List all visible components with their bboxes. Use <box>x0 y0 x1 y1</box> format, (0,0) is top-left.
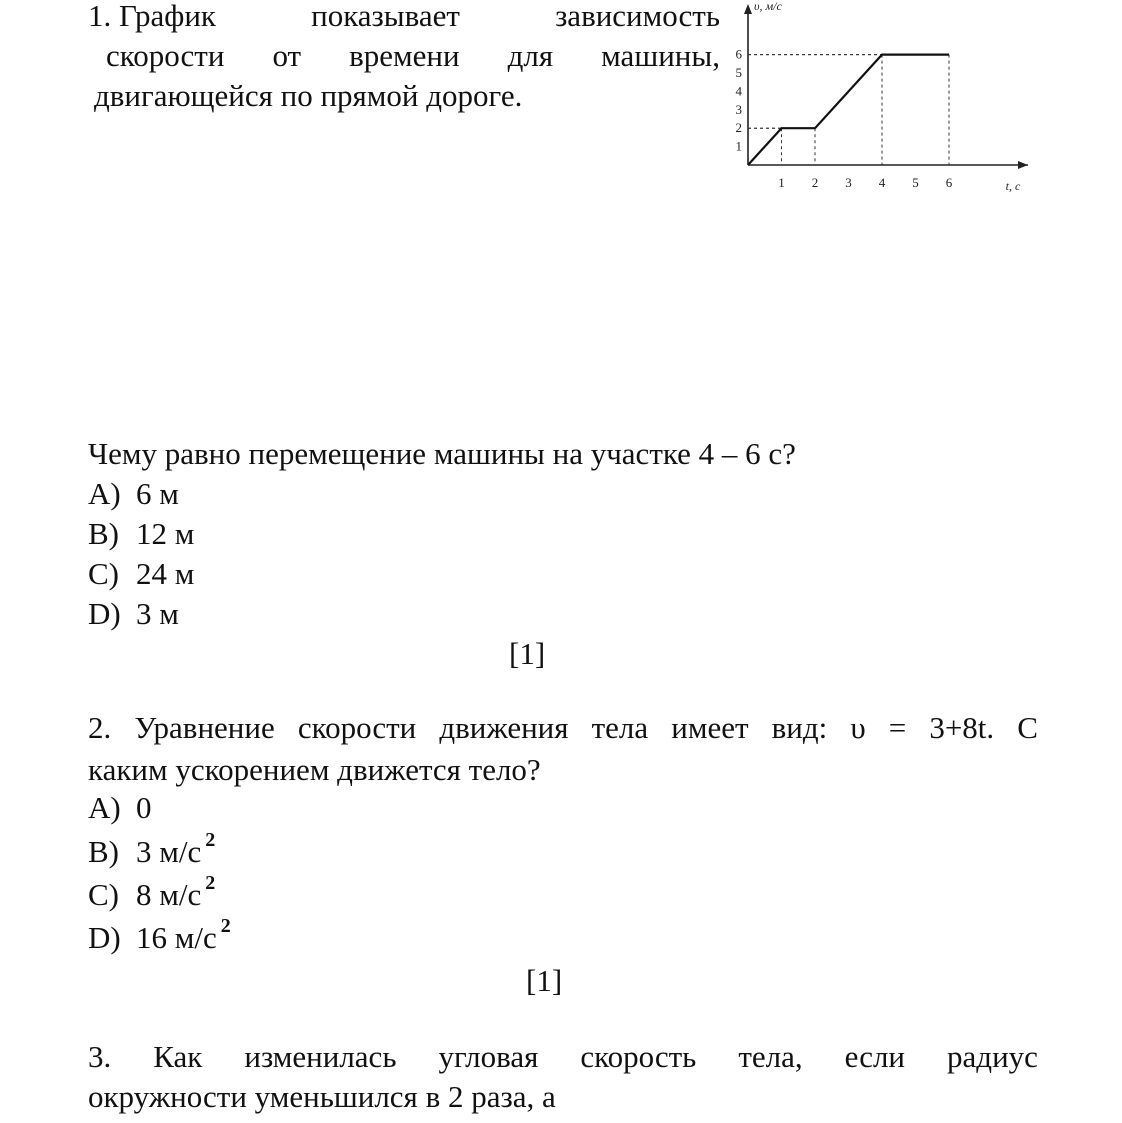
q1-line3: двигающейся по прямой дороге. <box>94 78 523 113</box>
y-tick-label: 1 <box>735 138 742 154</box>
word: = <box>888 710 907 745</box>
word: машины, <box>601 38 720 73</box>
q3-line2: окружности уменьшился в 2 раза, а <box>88 1079 556 1114</box>
word: изменилась <box>244 1039 397 1074</box>
y-tick-label: 2 <box>735 120 742 136</box>
word: Уравнение <box>134 710 275 745</box>
word: скорость <box>580 1039 697 1074</box>
word: скорости <box>106 38 225 73</box>
word: 1. График <box>88 0 216 33</box>
word: зависимость <box>555 0 720 33</box>
q1-question: Чему равно перемещение машины на участке 4 – 6 с? <box>88 436 796 471</box>
x-tick-label: 5 <box>912 175 919 190</box>
y-tick-label: 6 <box>735 46 742 62</box>
word: υ <box>850 710 866 745</box>
word: если <box>844 1039 906 1074</box>
q2-option-b: B) 3 м/с $^2$ <box>88 829 216 869</box>
word: 3. <box>88 1039 112 1074</box>
y-axis-arrow <box>744 4 752 14</box>
q1-option-d: D) 3 м <box>88 596 179 631</box>
q3-line1 <box>88 1037 1038 1077</box>
word: С <box>1017 710 1038 745</box>
q1-option-c: C) 24 м <box>88 556 195 591</box>
q2-option-c: C) 8 м/с $^2$ <box>88 872 216 912</box>
word: 3+8t. <box>929 710 995 745</box>
word: Как <box>153 1039 203 1074</box>
q2-line1 <box>88 708 1038 748</box>
y-tick-label: 4 <box>735 83 742 99</box>
x-tick-label: 3 <box>845 175 852 190</box>
q2-line2: каким ускорением движется тело? <box>88 752 541 787</box>
x-axis-label: t, c <box>1005 179 1021 193</box>
x-tick-label: 6 <box>945 175 953 190</box>
velocity-time-chart <box>728 0 1038 200</box>
word: 2. <box>88 710 112 745</box>
q2-option-d: D) 16 м/с $^2$ <box>88 915 231 955</box>
x-tick-label: 4 <box>878 175 886 190</box>
word: скорости <box>297 710 417 745</box>
word: радиус <box>947 1039 1038 1074</box>
word: от <box>272 38 302 73</box>
q2-option-a: A) 0 <box>88 790 152 825</box>
word: времени <box>349 38 460 73</box>
q1-option-a: A) 6 м <box>88 476 179 511</box>
q1-line1 <box>88 0 720 36</box>
word: вид: <box>771 710 828 745</box>
q1-score: [1] <box>509 636 546 671</box>
y-tick-label: 5 <box>735 65 742 80</box>
velocity-series-line <box>748 55 949 165</box>
x-axis-arrow <box>1018 161 1028 169</box>
q2-score: [1] <box>526 963 563 998</box>
word: тела, <box>738 1039 803 1074</box>
q1-option-b: B) 12 м <box>88 516 195 551</box>
x-tick-label: 2 <box>811 175 819 190</box>
y-axis-label: υ, м/с <box>754 0 782 13</box>
word: тела <box>591 710 649 745</box>
x-tick-label: 1 <box>778 175 785 190</box>
word: угловая <box>438 1039 539 1074</box>
q1-line2 <box>106 36 720 76</box>
word: для <box>507 38 554 73</box>
word: движения <box>439 710 569 745</box>
word: показывает <box>311 0 460 33</box>
word: имеет <box>671 710 749 745</box>
y-tick-label: 3 <box>735 101 742 117</box>
